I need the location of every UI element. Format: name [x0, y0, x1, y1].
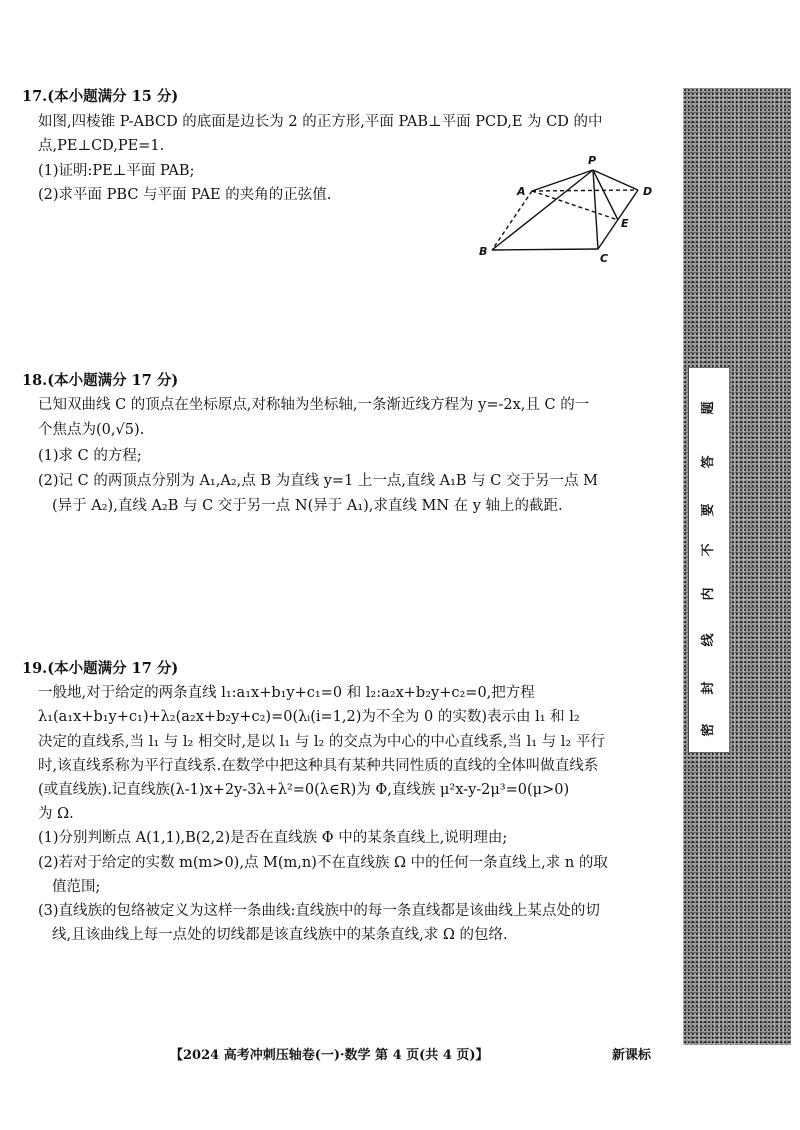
- label-D: D: [643, 185, 653, 198]
- problem-17-part-1: (1)证明:PE⊥平面 PAB;: [38, 162, 195, 179]
- problem-18-part-1: (1)求 C 的方程;: [38, 447, 142, 464]
- label-C: C: [600, 252, 609, 265]
- problem-17-part-2: (2)求平面 PBC 与平面 PAE 的夹角的正弦值.: [38, 187, 332, 203]
- edge-AD: [532, 190, 638, 191]
- edge-PB: [492, 170, 593, 250]
- problem-19-line: 一般地,对于给定的两条直线 l₁:a₁x+b₁y+c₁=0 和 l₂:a₂x+b₂y+c₂=0,把方程: [38, 685, 535, 702]
- problem-19-line: 为 Ω.: [38, 806, 74, 823]
- edge-CD: [598, 190, 638, 249]
- problem-18-line: 已知双曲线 C 的顶点在坐标原点,对称轴为坐标轴,一条渐近线方程为 y=-2x,且 C 的一: [38, 397, 590, 414]
- seal-char: 要: [701, 503, 716, 517]
- problem-19: [22, 657, 672, 947]
- problem-19-part-1: (1)分别判断点 A(1,1),B(2,2)是否在直线族 Φ 中的某条直线上,说明理由;: [38, 830, 508, 847]
- seal-char: 不: [701, 543, 716, 557]
- problem-19-part-3: (3)直线族的包络被定义为这样一条曲线:直线族中的每一条直线都是该曲线上某点处的切: [38, 903, 600, 920]
- edge-PC: [593, 170, 598, 249]
- edge-AB: [492, 191, 532, 250]
- problem-18: [22, 368, 672, 519]
- problem-19-line: 决定的直线系,当 l₁ 与 l₂ 相交时,是以 l₁ 与 l₂ 的交点为中心的中心直线系,当 l₁ 与 l₂ 平行: [38, 733, 605, 750]
- problem-19-part-3-cont: 线,且该曲线上每一点处的切线都是该直线族中的某条直线,求 Ω 的包络.: [52, 927, 508, 944]
- edge-PA: [532, 170, 593, 191]
- edge-PE: [593, 170, 618, 220]
- problem-19-line: λ₁(a₁x+b₁y+c₁)+λ₂(a₂x+b₂y+c₂)=0(λᵢ(i=1,2)为不全为 0 的实数)表示由 l₁ 和 l₂: [38, 709, 580, 726]
- problem-18-header: 18.(本小题满分 17 分): [22, 372, 179, 389]
- seal-char: 题: [701, 401, 716, 415]
- edge-PD: [593, 170, 638, 190]
- label-E: E: [621, 217, 629, 230]
- problem-18-part-2-cont: (异于 A₂),直线 A₂B 与 C 交于另一点 N(异于 A₁),求直线 MN 在 y 轴上的截距.: [52, 498, 563, 515]
- problem-19-header: 19.(本小题满分 17 分): [22, 660, 179, 677]
- pyramid-figure: [470, 150, 660, 270]
- problem-18-part-2: (2)记 C 的两顶点分别为 A₁,A₂,点 B 为直线 y=1 上一点,直线 A₁B 与 C 交于另一点 M: [38, 472, 598, 489]
- seal-char: 线: [701, 633, 716, 647]
- problem-17-header: 17.(本小题满分 15 分): [22, 88, 179, 105]
- problem-19-part-2: (2)若对于给定的实数 m(m>0),点 M(m,n)不在直线族 Ω 中的任何一条直线上,求 n 的取: [38, 854, 608, 871]
- problem-17-line: 如图,四棱锥 P-ABCD 的底面是边长为 2 的正方形,平面 PAB⊥平面 PCD,E 为 CD 的中: [38, 113, 603, 130]
- edge-BC: [492, 249, 598, 250]
- seal-char: 封: [701, 681, 716, 695]
- seal-line-box: [688, 368, 730, 752]
- problem-19-line: 时,该直线系称为平行直线系.在数学中把这种具有某种共同性质的直线的全体叫做直线系: [38, 757, 599, 774]
- problem-19-part-2-cont: 值范围;: [52, 878, 101, 895]
- problem-19-line: (或直线族).记直线族(λ-1)x+2y-3λ+λ²=0(λ∈R)为 Φ,直线族 μ²x-y-2μ³=0(μ>0): [38, 782, 570, 799]
- problem-18-line: 个焦点为(0,√5).: [38, 422, 145, 439]
- seal-char: 内: [701, 587, 716, 601]
- label-B: B: [479, 245, 488, 258]
- label-A: A: [517, 185, 526, 198]
- footer-title: 【2024 高考冲刺压轴卷(一)·数学 第 4 页(共 4 页)】: [170, 1048, 489, 1063]
- seal-char: 密: [701, 723, 716, 737]
- problem-17-line: 点,PE⊥CD,PE=1.: [38, 138, 165, 154]
- footer-edition: 新课标: [612, 1048, 652, 1063]
- label-P: P: [588, 154, 597, 167]
- seal-char: 答: [701, 455, 716, 469]
